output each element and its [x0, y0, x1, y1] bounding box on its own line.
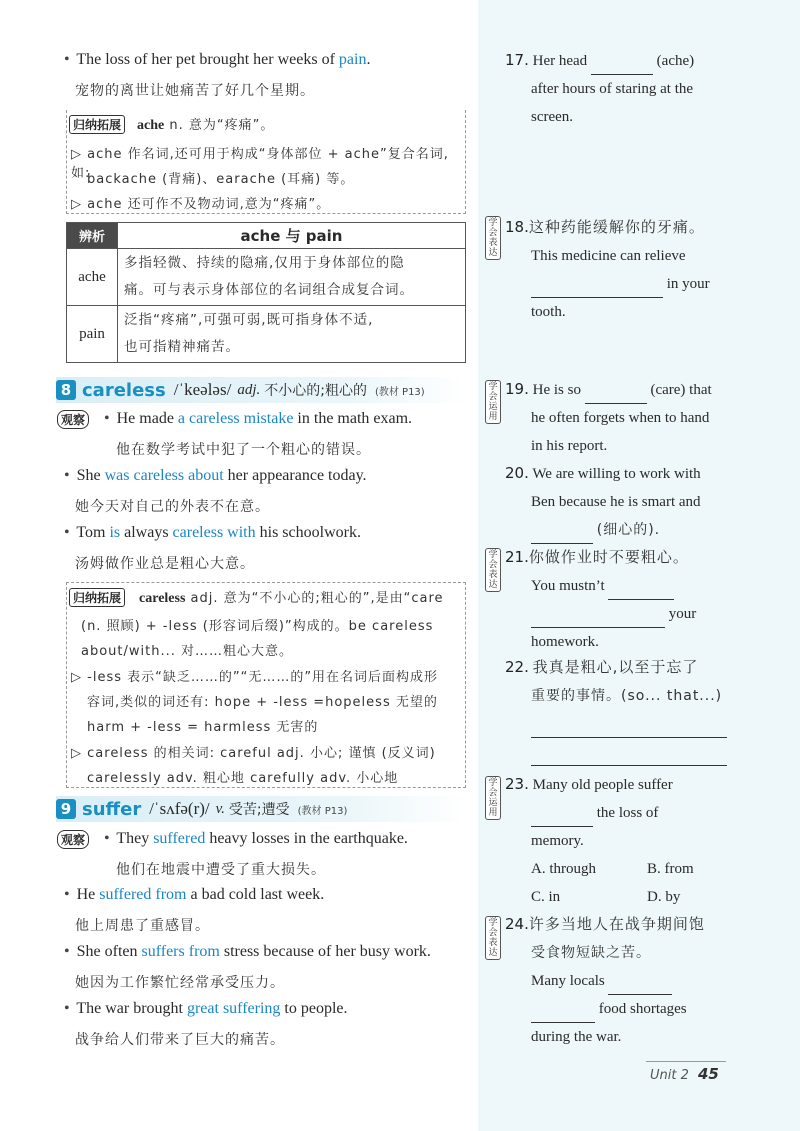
careless-expand-box	[66, 582, 466, 788]
careless-ex1-highlight: a careless mistake	[177, 410, 294, 427]
suffer-ex4-highlight: great suffering	[186, 1000, 281, 1017]
q23-number: 23.	[505, 775, 529, 793]
careless-meaning: 不小心的;粗心的	[264, 383, 367, 399]
careless-expand-line7-text: careless 的相关词: careful adj. 小心; 谨慎 (反义词)	[87, 746, 436, 761]
suffer-example-4	[64, 1000, 348, 1018]
suffer-ex1-highlight: suffered	[153, 830, 206, 847]
question-21	[505, 543, 785, 656]
careless-ex2-pre: She	[76, 467, 105, 484]
careless-example-3-zh: 汤姆做作业总是粗心大意。	[75, 556, 255, 572]
suffer-ex3-highlight: suffers from	[141, 943, 220, 960]
q20-text-b: Ben because he is smart and	[531, 494, 701, 510]
pain-example-text: The loss of her pet brought her weeks of	[76, 51, 339, 68]
footer-unit: Unit 2	[650, 1068, 689, 1083]
careless-ex3-highlight-2: careless with	[172, 524, 256, 541]
q19-text-c: he often forgets when to hand	[531, 410, 710, 426]
suffer-ex4-post: to people.	[280, 1000, 348, 1017]
careless-ex1-post: in the math exam.	[293, 410, 413, 427]
express-tag-21: 学会表达	[485, 548, 501, 592]
suffer-phonetic: /ˈsʌfə(r)/	[149, 799, 210, 818]
careless-number: 8	[56, 380, 76, 400]
compare-title: ache 与 pain	[118, 223, 466, 249]
careless-ex1-pre: He made	[116, 410, 178, 427]
pain-example-end: .	[366, 51, 371, 68]
careless-expand-tag: 归纳拓展	[69, 588, 125, 607]
q21-chinese: 你做作业时不要粗心。	[528, 548, 689, 566]
suffer-example-1-zh: 他们在地震中遭受了重大损失。	[116, 862, 326, 878]
careless-expand-line7: ▷ careless 的相关词: careful adj. 小心; 谨慎 (反义词)	[71, 746, 436, 761]
suffer-example-3	[64, 943, 431, 961]
q22-blank-2[interactable]	[531, 749, 727, 766]
careless-phonetic: /ˈkeələs/	[173, 380, 232, 399]
q18-chinese: 这种药能缓解你的牙痛。	[528, 218, 705, 236]
careless-textbook-ref: (教材 P13)	[374, 386, 425, 398]
suffer-ex2-post: a bad cold last week.	[186, 886, 325, 903]
careless-example-2-zh: 她今天对自己的外表不在意。	[75, 499, 270, 515]
q17-text-c: after hours of staring at the	[531, 81, 694, 97]
q21-blank-2[interactable]	[531, 611, 665, 628]
ache-title-word: ache	[137, 118, 165, 133]
ache-pain-compare-table	[66, 222, 466, 363]
ache-expand-line2: backache (背痛)、earache (耳痛) 等。	[87, 172, 355, 187]
suffer-observe-tag: 观察	[57, 830, 89, 849]
suffer-ex2-pre: He	[76, 886, 100, 903]
express-tag-18: 学会表达	[485, 216, 501, 260]
q20-text-c: (细心的).	[596, 522, 661, 538]
q19-text-b: (care) that	[650, 382, 712, 398]
careless-ex2-highlight: was careless about	[104, 467, 224, 484]
q24-chinese-1: 许多当地人在战争期间饱	[528, 915, 705, 933]
suffer-ex2-highlight: suffered from	[99, 886, 187, 903]
careless-expand-word: careless	[139, 591, 186, 606]
q23-blank[interactable]	[531, 810, 593, 827]
q24-number: 24.	[505, 915, 529, 933]
q22-blank-1[interactable]	[531, 721, 727, 738]
q23-text-b: the loss of	[596, 805, 659, 821]
suffer-ex4-pre: The war brought	[76, 1000, 187, 1017]
q23-option-d[interactable]: D. by	[647, 889, 681, 905]
q17-text-b: (ache)	[656, 53, 695, 69]
suffer-example-2	[64, 886, 324, 904]
suffer-ex3-post: stress because of her busy work.	[219, 943, 431, 960]
pain-example-zh: 宠物的离世让她痛苦了好几个星期。	[75, 83, 315, 99]
suffer-heading	[56, 796, 466, 822]
q23-option-a[interactable]: A. through	[531, 861, 596, 877]
q23-option-c[interactable]: C. in	[531, 889, 561, 905]
q19-blank[interactable]	[585, 387, 647, 404]
q19-text-d: in his report.	[531, 438, 608, 454]
careless-expand-line1: adj. 意为“不小心的;粗心的”,是由“care	[185, 591, 444, 606]
suffer-textbook-ref: (教材 P13)	[297, 805, 348, 817]
compare-desc-pain-1: 泛指“疼痛”,可强可弱,既可指身体不适,	[124, 312, 374, 328]
compare-word-pain: pain	[67, 306, 118, 363]
q22-chinese-2: 重要的事情。(so... that...)	[531, 688, 723, 704]
page-number: 45	[697, 1065, 719, 1083]
suffer-ex1-post: heavy losses in the earthquake.	[205, 830, 408, 847]
q24-chinese-2: 受食物短缺之苦。	[531, 945, 651, 961]
ache-expand-line3-text: ache 还可作不及物动词,意为“疼痛”。	[87, 197, 331, 212]
q21-text-b: your	[668, 606, 697, 622]
careless-ex3-pre: Tom	[76, 524, 110, 541]
ache-title-rest: n. 意为“疼痛”。	[164, 118, 275, 133]
careless-example-3	[64, 524, 361, 542]
careless-expand-line8: carelessly adv. 粗心地 carefully adv. 小心地	[87, 771, 399, 786]
q20-blank[interactable]	[531, 527, 593, 544]
suffer-pos: v.	[215, 800, 225, 817]
q21-blank-1[interactable]	[608, 583, 674, 600]
compare-tag: 辨析	[67, 223, 118, 249]
express-tag-24: 学会表达	[485, 916, 501, 960]
careless-example-1-zh: 他在数学考试中犯了一个粗心的错误。	[116, 442, 371, 458]
careless-word: careless	[82, 379, 166, 401]
suffer-example-1	[104, 830, 408, 848]
ache-expand-line1: ▷ ache 作名词,还可用于构成“身体部位 + ache”复合名词,如:	[71, 147, 449, 181]
careless-expand-line3: about/with... 对……粗心大意。	[81, 644, 293, 659]
q18-number: 18.	[505, 218, 529, 236]
q19-number: 19.	[505, 380, 529, 398]
page-footer-rule	[646, 1061, 726, 1062]
q20-text-a: We are willing to work with	[532, 466, 701, 482]
ache-expand-line3: ▷ ache 还可作不及物动词,意为“疼痛”。	[71, 197, 331, 212]
careless-ex3-post: his schoolwork.	[255, 524, 361, 541]
pain-highlight: pain	[338, 51, 367, 68]
use-tag-19: 学会运用	[485, 380, 501, 424]
q24-text-c: during the war.	[531, 1029, 622, 1045]
pain-example-en	[64, 51, 370, 69]
q21-number: 21.	[505, 548, 529, 566]
suffer-ex3-pre: She often	[76, 943, 142, 960]
question-18	[505, 213, 785, 326]
q24-blank-2[interactable]	[531, 1006, 595, 1023]
careless-ex2-post: her appearance today.	[223, 467, 367, 484]
q23-text-a: Many old people suffer	[532, 777, 673, 793]
question-19	[505, 375, 795, 460]
suffer-example-2-zh: 他上周患了重感冒。	[75, 918, 210, 934]
ache-expand-line1-text: ache 作名词,还可用于构成“身体部位 + ache”复合名词,如:	[71, 147, 449, 181]
q24-text-a: Many locals	[531, 973, 605, 989]
q22-number: 22.	[505, 658, 529, 676]
q23-option-b[interactable]: B. from	[647, 861, 694, 877]
compare-desc-pain	[118, 306, 466, 363]
suffer-example-3-zh: 她因为工作繁忙经常承受压力。	[75, 975, 285, 991]
q21-text-a: You mustn’t	[531, 578, 605, 594]
question-24	[505, 910, 785, 1051]
q24-text-b: food shortages	[598, 1001, 687, 1017]
compare-desc-ache-1: 多指轻微、持续的隐痛,仅用于身体部位的隐	[124, 255, 405, 271]
suffer-example-4-zh: 战争给人们带来了巨大的痛苦。	[75, 1032, 285, 1048]
q18-blank[interactable]	[531, 281, 663, 298]
careless-ex3-mid: always	[120, 524, 173, 541]
careless-observe-tag: 观察	[57, 410, 89, 429]
q17-text-a: Her head	[532, 53, 588, 69]
q17-blank[interactable]	[591, 58, 653, 75]
question-17	[505, 46, 785, 131]
careless-example-1	[104, 410, 412, 428]
question-22	[505, 653, 785, 766]
q21-text-c: homework.	[531, 634, 599, 650]
compare-desc-ache	[118, 249, 466, 306]
q17-text-d: screen.	[531, 109, 574, 125]
suffer-number: 9	[56, 799, 76, 819]
careless-expand-line2: (n. 照顾) + -less (形容词后缀)”构成的。be careless	[81, 619, 434, 634]
ache-expand-box	[66, 110, 466, 214]
careless-ex3-highlight: is	[109, 524, 121, 541]
q22-chinese-1: 我真是粗心,以至于忘了	[532, 658, 699, 676]
q18-text-c: tooth.	[531, 304, 566, 320]
q24-blank-1[interactable]	[608, 978, 672, 995]
q18-text-b: in your	[666, 276, 710, 292]
expand-tag: 归纳拓展	[69, 115, 125, 134]
q17-number: 17.	[505, 51, 529, 69]
careless-expand-line5: 容词,类似的词还有: hope + -less =hopeless 无望的	[87, 695, 438, 710]
compare-desc-ache-2: 痛。可与表示身体部位的名词组合成复合词。	[124, 282, 414, 298]
page-footer	[650, 1064, 719, 1083]
careless-expand-line4: ▷ -less 表示“缺乏……的”“无……的”用在名词后面构成形	[71, 670, 439, 685]
careless-pos: adj.	[237, 381, 261, 398]
careless-example-2	[64, 467, 367, 485]
suffer-meaning: 受苦;遭受	[228, 802, 290, 818]
q18-text-a: This medicine can relieve	[531, 248, 686, 264]
q20-number: 20.	[505, 464, 529, 482]
question-20	[505, 459, 795, 544]
use-tag-23: 学会运用	[485, 776, 501, 820]
question-23	[505, 770, 785, 911]
suffer-ex1-pre: They	[116, 830, 154, 847]
compare-desc-pain-2: 也可指精神痛苦。	[124, 339, 240, 355]
q19-text-a: He is so	[532, 382, 581, 398]
careless-expand-line6: harm + -less = harmless 无害的	[87, 720, 319, 735]
careless-expand-line4-text: -less 表示“缺乏……的”“无……的”用在名词后面构成形	[87, 670, 439, 685]
careless-heading	[56, 377, 466, 403]
suffer-word: suffer	[82, 798, 142, 820]
q23-text-c: memory.	[531, 833, 584, 849]
compare-word-ache: ache	[67, 249, 118, 306]
